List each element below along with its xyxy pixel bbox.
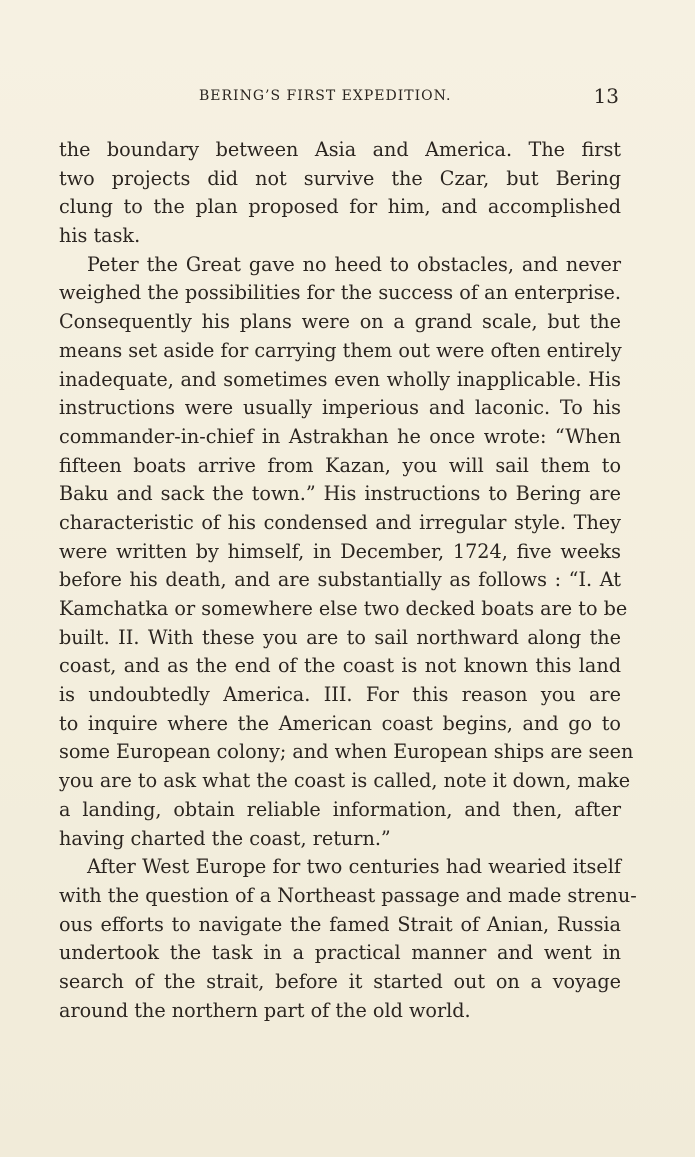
text-line: with the question of a Northeast passage and made strenu- xyxy=(59,883,637,907)
text-line: undertook the task in a practical manner and went in xyxy=(59,941,621,965)
text-line: coast, and as the end of the coast is not known this land xyxy=(59,654,621,678)
text-line: is undoubtedly America. III. For this reason you are xyxy=(59,683,621,707)
text-line: inadequate, and sometimes even wholly inapplicable. His xyxy=(59,367,621,391)
text-line: commander-in-chief in Astrakhan he once wrote: “When xyxy=(59,424,621,448)
text-line: weighed the possibilities for the success of an enterprise. xyxy=(59,281,621,305)
running-head xyxy=(59,84,621,112)
text-line: Kamchatka or somewhere else two decked boats are to be xyxy=(59,597,628,620)
text-line: a landing, obtain reliable information, and then, after xyxy=(59,797,621,821)
text-line: to inquire where the American coast begins, and go to xyxy=(59,711,621,735)
text-line: before his death, and are substantially as follows : “I. At xyxy=(59,568,621,592)
page-number: 13 xyxy=(593,84,619,108)
text-line: built. II. With these you are to sail northward along the xyxy=(59,625,621,649)
text-line: around the northern part of the old world. xyxy=(59,998,471,1022)
running-head-title: BERING’S FIRST EXPEDITION. xyxy=(199,88,452,104)
text-line: fifteen boats arrive from Kazan, you will sail them to xyxy=(59,453,621,477)
text-line: some European colony; and when European ships are seen xyxy=(59,740,634,764)
text-line: clung to the plan proposed for him, and accomplished xyxy=(59,195,621,219)
text-line: the boundary between Asia and America. The first xyxy=(59,138,621,161)
text-line: you are to ask what the coast is called, note it down, make xyxy=(59,769,631,793)
text-line: After West Europe for two centuries had wearied itself xyxy=(87,855,621,879)
text-line: his task. xyxy=(59,224,141,248)
text-line: Peter the Great gave no heed to obstacles, and never xyxy=(87,252,621,276)
text-line: instructions were usually imperious and laconic. To his xyxy=(59,396,621,420)
text-line: characteristic of his condensed and irregular style. They xyxy=(59,510,621,534)
text-line: were written by himself, in December, 1724, five weeks xyxy=(59,539,621,563)
text-line: ous efforts to navigate the famed Strait of Anian, Russia xyxy=(59,912,621,936)
text-line: two projects did not survive the Czar, but Bering xyxy=(59,166,621,190)
text-line: means set aside for carrying them out were often entirely xyxy=(59,338,622,362)
body-text xyxy=(59,136,637,1025)
text-line: Consequently his plans were on a grand scale, but the xyxy=(59,310,621,334)
text-line: search of the strait, before it started out on a voyage xyxy=(59,969,621,993)
text-line: having charted the coast, return.” xyxy=(59,826,391,850)
text-line: Baku and sack the town.” His instructions to Bering are xyxy=(59,482,621,506)
